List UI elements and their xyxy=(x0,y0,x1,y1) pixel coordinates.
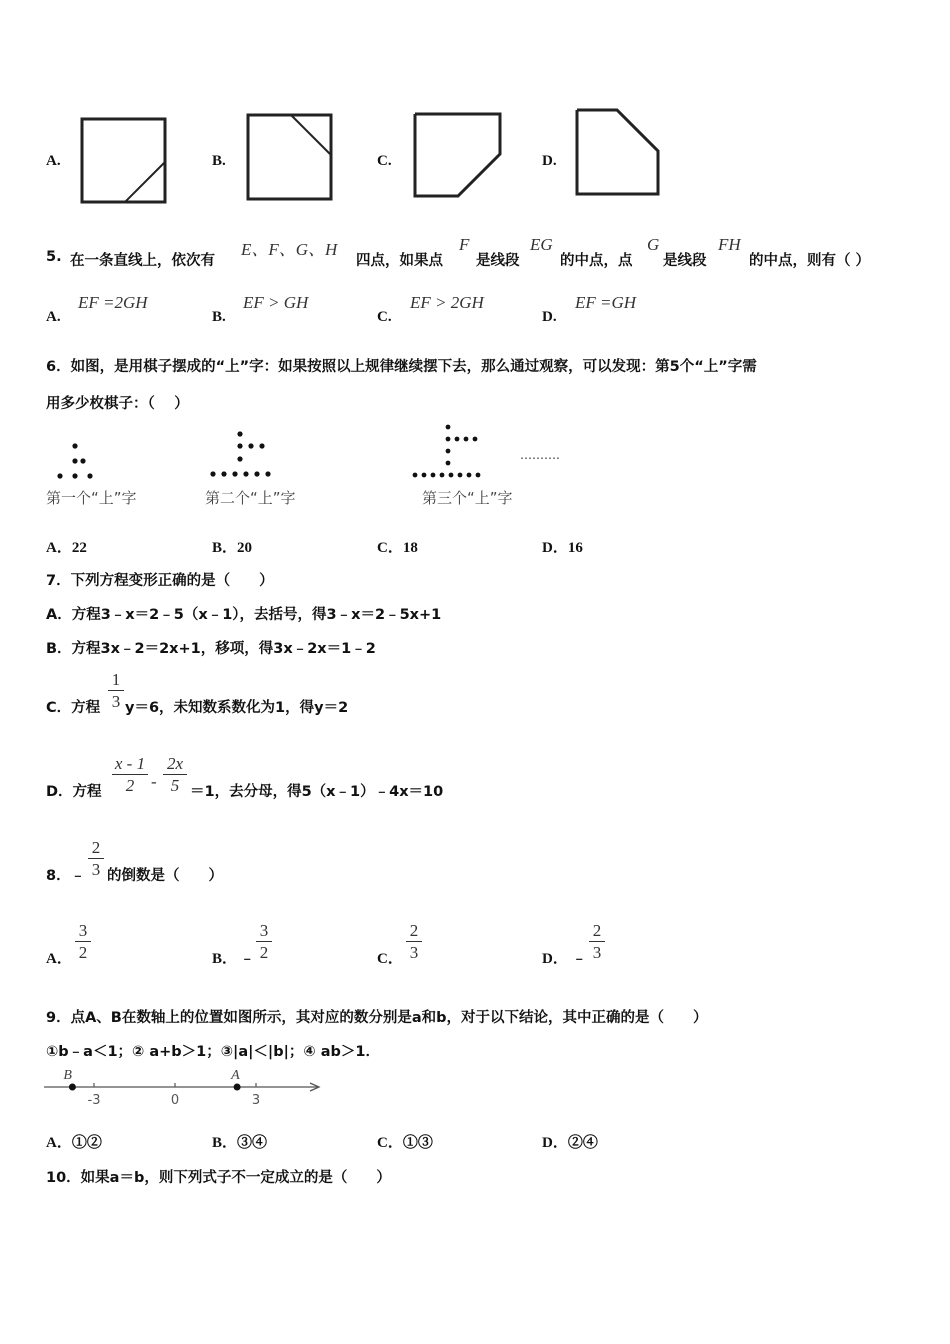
q5-text-3: 是线段 xyxy=(476,253,520,269)
q6-caption-1: 第一个“上”字 xyxy=(46,489,137,507)
q6-figure-2 xyxy=(205,428,285,483)
q5-text-1: 在一条直线上，依次有 xyxy=(70,253,215,269)
q4-figure-a xyxy=(78,115,170,205)
q6-figure-1 xyxy=(46,435,106,485)
q7-option-c-prefix[interactable]: C．方程 xyxy=(46,700,101,716)
q8-fraction xyxy=(88,838,104,881)
q7-option-d-suffix: ＝1，去分母，得5（x﹣1）﹣4x＝10 xyxy=(190,784,444,800)
q7-option-d-minus: - xyxy=(151,772,157,791)
q6-caption-2: 第二个“上”字 xyxy=(205,489,296,507)
q5-option-d-label[interactable]: D. xyxy=(542,309,557,325)
q9-option-a[interactable]: A．①② xyxy=(46,1135,102,1151)
q9-tick-label-neg3: -3 xyxy=(87,1093,101,1108)
q5-text-4: 的中点，点 xyxy=(560,253,633,269)
q5-point-g: G xyxy=(647,235,660,254)
q8-option-d-label[interactable]: D． xyxy=(542,951,568,967)
q8-b-num: 3 xyxy=(256,921,272,942)
q5-option-d-expr: EF =GH xyxy=(575,293,637,312)
q7-option-d-fraction-1 xyxy=(112,754,148,797)
q8-option-d-fraction xyxy=(589,921,605,964)
q5-option-b-label[interactable]: B. xyxy=(212,309,226,325)
q8-option-b-sign: ﹣ xyxy=(240,951,255,967)
q5-text-2: 四点，如果点 xyxy=(356,253,443,269)
q4-option-c-label[interactable]: C. xyxy=(377,153,392,169)
q9-conclusions: ①b﹣a＜1；② a+b＞1；③|a|＜|b|；④ ab＞1． xyxy=(46,1044,380,1060)
q5-option-b-expr: EF > GH xyxy=(243,293,309,312)
q5-seg-eg: EG xyxy=(530,235,553,254)
q9-option-d[interactable]: D．②④ xyxy=(542,1135,598,1151)
q5-seg-fh: FH xyxy=(718,235,741,254)
q6-option-d[interactable]: D．16 xyxy=(542,540,583,556)
q7-stem: 7．下列方程变形正确的是（ ） xyxy=(46,573,274,589)
q8-option-a-fraction xyxy=(75,921,91,964)
q5-points: E、F、G、H xyxy=(241,240,338,259)
q6-figure-3 xyxy=(410,422,500,484)
q7-d-frac2-num: 2x xyxy=(163,754,187,775)
q5-number: 5. xyxy=(46,249,62,265)
q5-option-a-expr: EF =2GH xyxy=(78,293,148,312)
q4-option-b-label[interactable]: B. xyxy=(212,153,226,169)
q9-point-b-label: B xyxy=(63,1068,72,1083)
q7-d-frac1-den: 2 xyxy=(125,776,135,795)
q8-option-d-sign: ﹣ xyxy=(572,951,587,967)
q9-point-b xyxy=(69,1084,76,1091)
q8-frac-num: 2 xyxy=(88,838,104,859)
q5-option-a-label[interactable]: A. xyxy=(46,309,61,325)
q7-d-frac1-num: x - 1 xyxy=(112,754,148,775)
q8-d-num: 2 xyxy=(589,921,605,942)
q5-option-c-label[interactable]: C. xyxy=(377,309,392,325)
q6-stem-line-1: 6．如图，是用棋子摆成的“上”字：如果按照以上规律继续摆下去，那么通过观察，可以发现：第5个“上”字需 xyxy=(46,359,757,375)
q8-a-num: 3 xyxy=(75,921,91,942)
q6-stem-line-2: 用多少枚棋子：（ ） xyxy=(46,396,189,412)
q8-frac-den: 3 xyxy=(91,860,101,879)
q8-option-c-fraction xyxy=(406,921,422,964)
q4-figure-d xyxy=(572,106,664,198)
q9-tick-label-0: 0 xyxy=(170,1093,180,1108)
q6-option-a[interactable]: A．22 xyxy=(46,540,87,556)
q7-c-frac-num: 1 xyxy=(108,670,124,691)
q8-option-b-fraction xyxy=(256,921,272,964)
q4-figure-b xyxy=(244,111,336,203)
q7-option-d-prefix[interactable]: D．方程 xyxy=(46,784,102,800)
q4-option-a-label[interactable]: A. xyxy=(46,153,61,169)
q8-c-den: 3 xyxy=(409,943,419,962)
q8-option-b-label[interactable]: B． xyxy=(212,951,238,967)
q7-c-frac-den: 3 xyxy=(111,692,121,711)
q6-option-b[interactable]: B．20 xyxy=(212,540,253,556)
q8-b-den: 2 xyxy=(259,943,269,962)
q7-d-frac2-den: 5 xyxy=(170,776,180,795)
q9-stem: 9．点A、B在数轴上的位置如图所示，其对应的数分别是a和b，对于以下结论，其中正确的是（ ） xyxy=(46,1010,708,1026)
q9-option-c[interactable]: C．①③ xyxy=(377,1135,433,1151)
q7-option-c-suffix: y＝6，未知数系数化为1，得y＝2 xyxy=(125,700,349,716)
q7-option-a[interactable]: A．方程3﹣x＝2﹣5（x﹣1），去括号，得3﹣x＝2﹣5x+1 xyxy=(46,607,442,623)
q6-caption-3: 第三个“上”字 xyxy=(422,489,513,507)
q4-option-d-label[interactable]: D. xyxy=(542,153,557,169)
q7-option-d-fraction-2 xyxy=(163,754,187,797)
q9-point-a-label: A xyxy=(231,1068,240,1083)
q8-c-num: 2 xyxy=(406,921,422,942)
q5-option-c-expr: EF > 2GH xyxy=(410,293,484,312)
q9-number-line xyxy=(42,1064,327,1108)
q7-option-c-fraction xyxy=(108,670,124,713)
q5-text-5: 是线段 xyxy=(663,253,707,269)
q5-point-f: F xyxy=(459,235,470,254)
q5-text-6: 的中点，则有（ ） xyxy=(749,253,871,269)
q9-point-a xyxy=(234,1084,241,1091)
q9-option-b[interactable]: B．③④ xyxy=(212,1135,268,1151)
q6-ellipsis: ………. xyxy=(520,448,560,462)
q8-d-den: 3 xyxy=(592,943,602,962)
q7-option-b[interactable]: B．方程3x﹣2＝2x+1，移项，得3x﹣2x＝1﹣2 xyxy=(46,641,376,657)
q8-option-a-label[interactable]: A． xyxy=(46,951,72,967)
q10-stem: 10．如果a＝b，则下列式子不一定成立的是（ ） xyxy=(46,1170,391,1186)
q8-a-den: 2 xyxy=(78,943,88,962)
q6-option-c[interactable]: C．18 xyxy=(377,540,418,556)
q8-option-c-label[interactable]: C． xyxy=(377,951,403,967)
q8-prefix: 8．﹣ xyxy=(46,868,86,884)
q9-tick-label-3: 3 xyxy=(251,1093,261,1108)
q8-suffix: 的倒数是（ ） xyxy=(107,868,223,884)
q4-figure-c xyxy=(410,110,505,202)
